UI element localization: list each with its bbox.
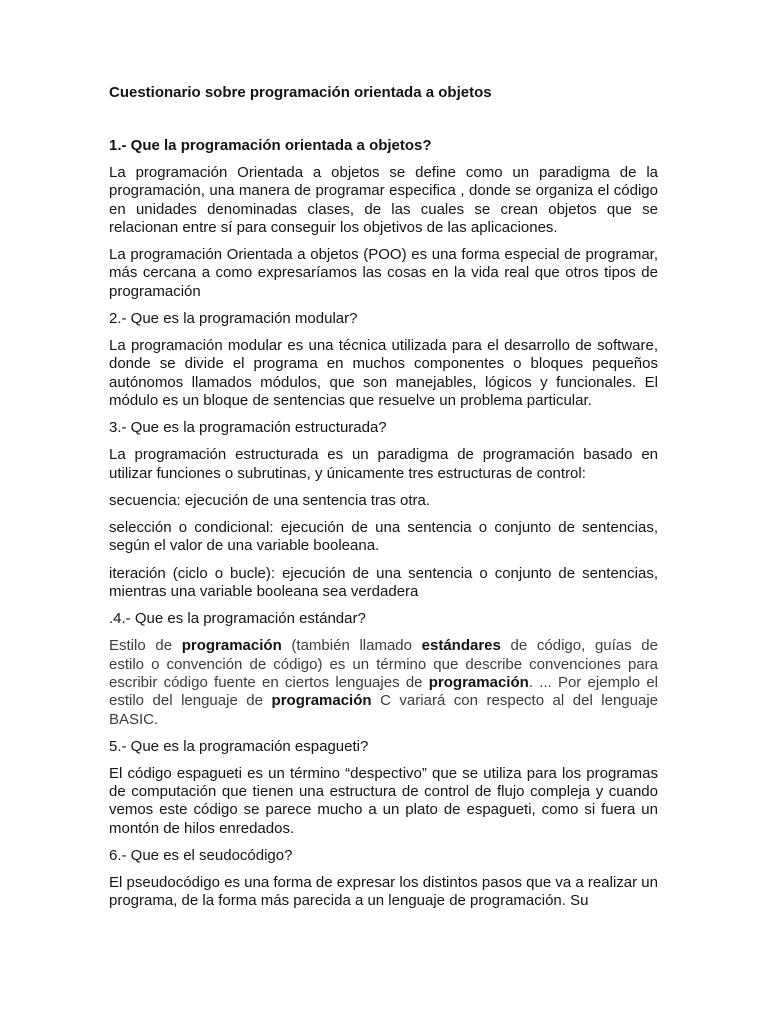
answer-1-paragraph-1: La programación Orientada a objetos se define como un paradigma de la programación, una manera de programar especifica , donde se organiza el código en unidades denominadas clases, de las cuales se crean objetos que se relacionan entre sí para conseguir los objetivos de las aplicaciones. (109, 164, 658, 236)
answer-4-text-4: . ... Por ejemplo el estilo del lenguaje de (109, 673, 659, 710)
question-4: .4.- Que es la programación estándar? (109, 610, 366, 628)
answer-1-paragraph-2: La programación Orientada a objetos (POO) es una forma especial de programar, más cercana a como expresaríamos las cosas en la vida real que otros tipos de programación (109, 246, 658, 300)
answer-3-item-iteracion: iteración (ciclo o bucle): ejecución de una sentencia o conjunto de sentencias, mientras una variable booleana sea verdadera (109, 564, 658, 601)
answer-4-paragraph (109, 637, 658, 728)
answer-4-text-3: de código, guías de estilo o convención de código) es un término que describe convenciones para escribir código fuente en ciertos lenguajes de (109, 637, 658, 691)
question-1: 1.- Que la programación orientada a objetos? (109, 137, 432, 154)
answer-5-paragraph-1: El código espagueti es un término “despectivo” que se utiliza para los programas de computación que tienen una estructura de control de flujo compleja y cuando vemos este código se parece mucho a un plato de espagueti, como si fuera un montón de hilos enredados. (109, 764, 658, 837)
question-2: 2.- Que es la programación modular? (109, 310, 358, 328)
answer-6-paragraph-1: El pseudocódigo es una forma de expresar los distintos pasos que va a realizar un programa, de la forma más parecida a un lenguaje de programación. Su (109, 874, 658, 910)
answer-4-bold-3: programación (428, 673, 529, 691)
answer-3-paragraph-1: La programación estructurada es un paradigma de programación basado en utilizar funciones o subrutinas, y únicamente tres estructuras de control: (109, 446, 658, 482)
answer-3-item-seleccion: selección o condicional: ejecución de una sentencia o conjunto de sentencias, según el valor de una variable booleana. (109, 519, 658, 555)
answer-3-item-secuencia: secuencia: ejecución de una sentencia tras otra. (109, 491, 431, 509)
answer-4-text-5: C variará con respecto al del lenguaje BASIC. (109, 692, 659, 728)
question-3: 3.- Que es la programación estructurada? (109, 419, 387, 437)
answer-4-bold-1: programación (181, 637, 282, 655)
answer-4-text-2: (también llamado (281, 637, 422, 655)
question-5: 5.- Que es la programación espagueti? (109, 737, 369, 755)
document-page (109, 84, 658, 920)
answer-4-bold-4: programación (271, 692, 372, 710)
document-title: Cuestionario sobre programación orientada a objetos (109, 84, 492, 101)
answer-4-bold-2: estándares (421, 637, 501, 655)
answer-2-paragraph-1: La programación modular es una técnica utilizada para el desarrollo de software, donde se divide el programa en muchos componentes o bloques pequeños autónomos llamados módulos, que son manejables, lógicos y funcionales. El módulo es un bloque de sentencias que resuelve un problema particular. (109, 337, 658, 409)
answer-4-text-1: Estilo de (109, 637, 182, 655)
question-6: 6.- Que es el seudocódigo? (109, 847, 293, 865)
